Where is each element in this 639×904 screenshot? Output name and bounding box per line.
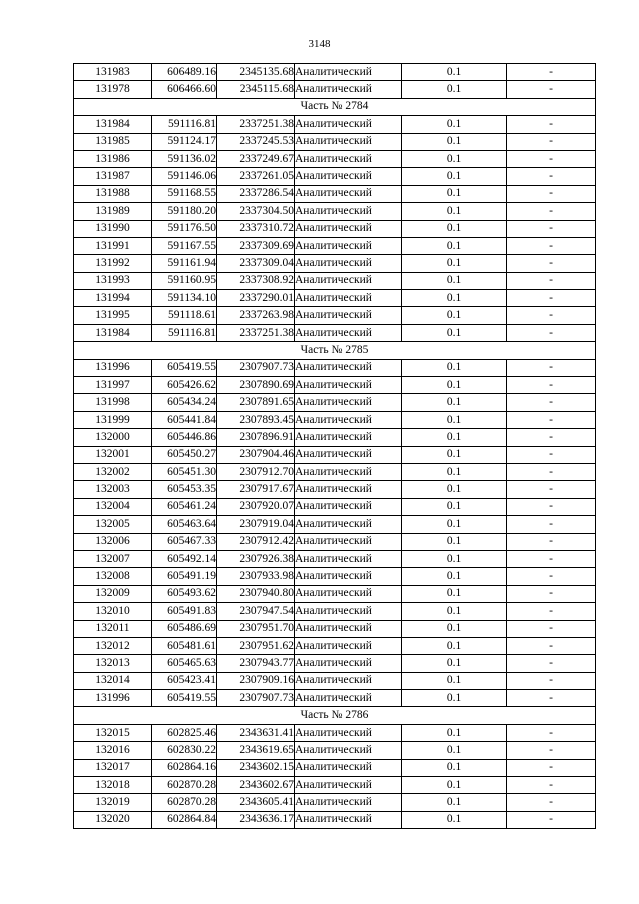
- part-header-row: [74, 342, 596, 359]
- note-cell: -: [507, 446, 596, 463]
- accuracy-cell: 0.1: [402, 272, 507, 289]
- x-coordinate-cell: 605481.61: [152, 637, 217, 654]
- method-cell: Аналитический: [295, 655, 402, 672]
- accuracy-cell: 0.1: [402, 794, 507, 811]
- note-cell: -: [507, 777, 596, 794]
- x-coordinate-cell: 602864.16: [152, 759, 217, 776]
- x-coordinate-cell: 605491.19: [152, 568, 217, 585]
- accuracy-cell: 0.1: [402, 811, 507, 828]
- y-coordinate-cell: 2307951.62: [217, 637, 295, 654]
- x-coordinate-cell: 591134.10: [152, 290, 217, 307]
- x-coordinate-cell: 605492.14: [152, 550, 217, 567]
- table-row: [74, 533, 596, 550]
- y-coordinate-cell: 2337309.04: [217, 255, 295, 272]
- table-row: [74, 603, 596, 620]
- point-id-cell: 131996: [74, 690, 152, 707]
- point-id-cell: 132014: [74, 672, 152, 689]
- method-cell: Аналитический: [295, 168, 402, 185]
- accuracy-cell: 0.1: [402, 133, 507, 150]
- method-cell: Аналитический: [295, 585, 402, 602]
- accuracy-cell: 0.1: [402, 463, 507, 480]
- y-coordinate-cell: 2307919.04: [217, 516, 295, 533]
- point-id-cell: 132001: [74, 446, 152, 463]
- table-row: [74, 811, 596, 828]
- x-coordinate-cell: 605491.83: [152, 603, 217, 620]
- y-coordinate-cell: 2307904.46: [217, 446, 295, 463]
- note-cell: -: [507, 255, 596, 272]
- table-row: [74, 568, 596, 585]
- page-number: 3148: [308, 38, 331, 50]
- x-coordinate-cell: 605450.27: [152, 446, 217, 463]
- x-coordinate-cell: 605463.64: [152, 516, 217, 533]
- x-coordinate-cell: 602864.84: [152, 811, 217, 828]
- point-id-cell: 131985: [74, 133, 152, 150]
- accuracy-cell: 0.1: [402, 672, 507, 689]
- x-coordinate-cell: 605441.84: [152, 411, 217, 428]
- accuracy-cell: 0.1: [402, 655, 507, 672]
- table-row: [74, 690, 596, 707]
- accuracy-cell: 0.1: [402, 550, 507, 567]
- accuracy-cell: 0.1: [402, 237, 507, 254]
- x-coordinate-cell: 605467.33: [152, 533, 217, 550]
- point-id-cell: 131989: [74, 203, 152, 220]
- note-cell: -: [507, 533, 596, 550]
- accuracy-cell: 0.1: [402, 168, 507, 185]
- table-row: [74, 290, 596, 307]
- table-row: [74, 220, 596, 237]
- x-coordinate-cell: 605453.35: [152, 481, 217, 498]
- note-cell: -: [507, 290, 596, 307]
- accuracy-cell: 0.1: [402, 185, 507, 202]
- note-cell: -: [507, 272, 596, 289]
- method-cell: Аналитический: [295, 255, 402, 272]
- y-coordinate-cell: 2307926.38: [217, 550, 295, 567]
- method-cell: Аналитический: [295, 377, 402, 394]
- part-label: Часть № 2784: [74, 98, 596, 115]
- table-row: [74, 237, 596, 254]
- accuracy-cell: 0.1: [402, 637, 507, 654]
- note-cell: -: [507, 655, 596, 672]
- x-coordinate-cell: 591176.50: [152, 220, 217, 237]
- method-cell: Аналитический: [295, 324, 402, 341]
- y-coordinate-cell: 2337251.38: [217, 116, 295, 133]
- point-id-cell: 132000: [74, 429, 152, 446]
- note-cell: -: [507, 359, 596, 376]
- x-coordinate-cell: 591136.02: [152, 150, 217, 167]
- note-cell: -: [507, 220, 596, 237]
- method-cell: Аналитический: [295, 568, 402, 585]
- note-cell: -: [507, 794, 596, 811]
- point-id-cell: 131994: [74, 290, 152, 307]
- point-id-cell: 131984: [74, 324, 152, 341]
- table-row: [74, 411, 596, 428]
- x-coordinate-cell: 606489.16: [152, 64, 217, 81]
- x-coordinate-cell: 605451.30: [152, 463, 217, 480]
- note-cell: -: [507, 672, 596, 689]
- accuracy-cell: 0.1: [402, 116, 507, 133]
- y-coordinate-cell: 2337309.69: [217, 237, 295, 254]
- method-cell: Аналитический: [295, 64, 402, 81]
- point-id-cell: 131991: [74, 237, 152, 254]
- note-cell: -: [507, 742, 596, 759]
- method-cell: Аналитический: [295, 690, 402, 707]
- x-coordinate-cell: 605423.41: [152, 672, 217, 689]
- x-coordinate-cell: 591124.17: [152, 133, 217, 150]
- note-cell: -: [507, 724, 596, 741]
- accuracy-cell: 0.1: [402, 446, 507, 463]
- method-cell: Аналитический: [295, 672, 402, 689]
- note-cell: -: [507, 498, 596, 515]
- point-id-cell: 132003: [74, 481, 152, 498]
- point-id-cell: 131992: [74, 255, 152, 272]
- note-cell: -: [507, 481, 596, 498]
- y-coordinate-cell: 2307890.69: [217, 377, 295, 394]
- point-id-cell: 131984: [74, 116, 152, 133]
- point-id-cell: 132010: [74, 603, 152, 620]
- x-coordinate-cell: 605446.86: [152, 429, 217, 446]
- table-row: [74, 116, 596, 133]
- table-row: [74, 516, 596, 533]
- y-coordinate-cell: 2307912.70: [217, 463, 295, 480]
- point-id-cell: 132006: [74, 533, 152, 550]
- y-coordinate-cell: 2343602.15: [217, 759, 295, 776]
- coordinates-table-body: [74, 64, 596, 829]
- note-cell: -: [507, 429, 596, 446]
- point-id-cell: 131999: [74, 411, 152, 428]
- accuracy-cell: 0.1: [402, 568, 507, 585]
- note-cell: -: [507, 550, 596, 567]
- note-cell: -: [507, 394, 596, 411]
- y-coordinate-cell: 2307893.45: [217, 411, 295, 428]
- accuracy-cell: 0.1: [402, 411, 507, 428]
- method-cell: Аналитический: [295, 463, 402, 480]
- x-coordinate-cell: 605486.69: [152, 620, 217, 637]
- x-coordinate-cell: 591168.55: [152, 185, 217, 202]
- method-cell: Аналитический: [295, 116, 402, 133]
- table-row: [74, 324, 596, 341]
- point-id-cell: 132002: [74, 463, 152, 480]
- accuracy-cell: 0.1: [402, 359, 507, 376]
- note-cell: -: [507, 568, 596, 585]
- table-row: [74, 133, 596, 150]
- point-id-cell: 132012: [74, 637, 152, 654]
- x-coordinate-cell: 591167.55: [152, 237, 217, 254]
- method-cell: Аналитический: [295, 185, 402, 202]
- note-cell: -: [507, 324, 596, 341]
- accuracy-cell: 0.1: [402, 759, 507, 776]
- note-cell: -: [507, 759, 596, 776]
- accuracy-cell: 0.1: [402, 150, 507, 167]
- x-coordinate-cell: 602870.28: [152, 777, 217, 794]
- coordinates-table: [73, 63, 596, 829]
- y-coordinate-cell: 2343605.41: [217, 794, 295, 811]
- y-coordinate-cell: 2337261.05: [217, 168, 295, 185]
- table-row: [74, 550, 596, 567]
- table-row: [74, 185, 596, 202]
- method-cell: Аналитический: [295, 133, 402, 150]
- y-coordinate-cell: 2337249.67: [217, 150, 295, 167]
- y-coordinate-cell: 2307947.54: [217, 603, 295, 620]
- accuracy-cell: 0.1: [402, 220, 507, 237]
- method-cell: Аналитический: [295, 359, 402, 376]
- point-id-cell: 132009: [74, 585, 152, 602]
- table-row: [74, 655, 596, 672]
- point-id-cell: 131990: [74, 220, 152, 237]
- point-id-cell: 131987: [74, 168, 152, 185]
- method-cell: Аналитический: [295, 203, 402, 220]
- accuracy-cell: 0.1: [402, 620, 507, 637]
- table-row: [74, 168, 596, 185]
- point-id-cell: 131983: [74, 64, 152, 81]
- point-id-cell: 132015: [74, 724, 152, 741]
- table-row: [74, 359, 596, 376]
- x-coordinate-cell: 591160.95: [152, 272, 217, 289]
- accuracy-cell: 0.1: [402, 429, 507, 446]
- note-cell: -: [507, 116, 596, 133]
- x-coordinate-cell: 605419.55: [152, 690, 217, 707]
- x-coordinate-cell: 602870.28: [152, 794, 217, 811]
- point-id-cell: 131978: [74, 81, 152, 98]
- y-coordinate-cell: 2307909.16: [217, 672, 295, 689]
- method-cell: Аналитический: [295, 637, 402, 654]
- accuracy-cell: 0.1: [402, 64, 507, 81]
- table-row: [74, 377, 596, 394]
- x-coordinate-cell: 605434.24: [152, 394, 217, 411]
- part-header-row: [74, 98, 596, 115]
- note-cell: -: [507, 168, 596, 185]
- point-id-cell: 132017: [74, 759, 152, 776]
- y-coordinate-cell: 2337286.54: [217, 185, 295, 202]
- accuracy-cell: 0.1: [402, 498, 507, 515]
- point-id-cell: 132005: [74, 516, 152, 533]
- table-row: [74, 203, 596, 220]
- point-id-cell: 131998: [74, 394, 152, 411]
- accuracy-cell: 0.1: [402, 690, 507, 707]
- x-coordinate-cell: 602825.46: [152, 724, 217, 741]
- point-id-cell: 131995: [74, 307, 152, 324]
- table-row: [74, 150, 596, 167]
- table-row: [74, 742, 596, 759]
- point-id-cell: 132007: [74, 550, 152, 567]
- note-cell: -: [507, 81, 596, 98]
- table-row: [74, 637, 596, 654]
- accuracy-cell: 0.1: [402, 394, 507, 411]
- table-row: [74, 81, 596, 98]
- point-id-cell: 131988: [74, 185, 152, 202]
- y-coordinate-cell: 2343602.67: [217, 777, 295, 794]
- table-row: [74, 463, 596, 480]
- y-coordinate-cell: 2307933.98: [217, 568, 295, 585]
- accuracy-cell: 0.1: [402, 481, 507, 498]
- table-row: [74, 498, 596, 515]
- accuracy-cell: 0.1: [402, 81, 507, 98]
- method-cell: Аналитический: [295, 516, 402, 533]
- x-coordinate-cell: 591146.06: [152, 168, 217, 185]
- point-id-cell: 132013: [74, 655, 152, 672]
- x-coordinate-cell: 605419.55: [152, 359, 217, 376]
- part-label: Часть № 2786: [74, 707, 596, 724]
- method-cell: Аналитический: [295, 429, 402, 446]
- point-id-cell: 132016: [74, 742, 152, 759]
- x-coordinate-cell: 591180.20: [152, 203, 217, 220]
- note-cell: -: [507, 463, 596, 480]
- point-id-cell: 132019: [74, 794, 152, 811]
- note-cell: -: [507, 603, 596, 620]
- method-cell: Аналитический: [295, 811, 402, 828]
- table-row: [74, 307, 596, 324]
- method-cell: Аналитический: [295, 394, 402, 411]
- x-coordinate-cell: 606466.60: [152, 81, 217, 98]
- x-coordinate-cell: 605461.24: [152, 498, 217, 515]
- accuracy-cell: 0.1: [402, 533, 507, 550]
- y-coordinate-cell: 2343631.41: [217, 724, 295, 741]
- table-row: [74, 759, 596, 776]
- note-cell: -: [507, 133, 596, 150]
- y-coordinate-cell: 2343619.65: [217, 742, 295, 759]
- point-id-cell: 131993: [74, 272, 152, 289]
- method-cell: Аналитический: [295, 603, 402, 620]
- point-id-cell: 132004: [74, 498, 152, 515]
- note-cell: -: [507, 811, 596, 828]
- x-coordinate-cell: 591118.61: [152, 307, 217, 324]
- accuracy-cell: 0.1: [402, 290, 507, 307]
- accuracy-cell: 0.1: [402, 724, 507, 741]
- y-coordinate-cell: 2307917.67: [217, 481, 295, 498]
- table-row: [74, 429, 596, 446]
- note-cell: -: [507, 585, 596, 602]
- note-cell: -: [507, 637, 596, 654]
- accuracy-cell: 0.1: [402, 585, 507, 602]
- note-cell: -: [507, 64, 596, 81]
- method-cell: Аналитический: [295, 307, 402, 324]
- method-cell: Аналитический: [295, 498, 402, 515]
- table-row: [74, 272, 596, 289]
- accuracy-cell: 0.1: [402, 603, 507, 620]
- x-coordinate-cell: 602830.22: [152, 742, 217, 759]
- y-coordinate-cell: 2343636.17: [217, 811, 295, 828]
- x-coordinate-cell: 605493.62: [152, 585, 217, 602]
- accuracy-cell: 0.1: [402, 377, 507, 394]
- accuracy-cell: 0.1: [402, 324, 507, 341]
- method-cell: Аналитический: [295, 777, 402, 794]
- y-coordinate-cell: 2307943.77: [217, 655, 295, 672]
- table-row: [74, 446, 596, 463]
- accuracy-cell: 0.1: [402, 516, 507, 533]
- table-row: [74, 794, 596, 811]
- y-coordinate-cell: 2307912.42: [217, 533, 295, 550]
- table-row: [74, 620, 596, 637]
- table-row: [74, 672, 596, 689]
- note-cell: -: [507, 150, 596, 167]
- method-cell: Аналитический: [295, 481, 402, 498]
- note-cell: -: [507, 377, 596, 394]
- point-id-cell: 132018: [74, 777, 152, 794]
- y-coordinate-cell: 2337304.50: [217, 203, 295, 220]
- point-id-cell: 131996: [74, 359, 152, 376]
- method-cell: Аналитический: [295, 794, 402, 811]
- method-cell: Аналитический: [295, 411, 402, 428]
- accuracy-cell: 0.1: [402, 742, 507, 759]
- method-cell: Аналитический: [295, 620, 402, 637]
- point-id-cell: 132008: [74, 568, 152, 585]
- x-coordinate-cell: 605465.63: [152, 655, 217, 672]
- y-coordinate-cell: 2307907.73: [217, 690, 295, 707]
- accuracy-cell: 0.1: [402, 203, 507, 220]
- point-id-cell: 132011: [74, 620, 152, 637]
- method-cell: Аналитический: [295, 742, 402, 759]
- table-row: [74, 481, 596, 498]
- note-cell: -: [507, 690, 596, 707]
- method-cell: Аналитический: [295, 272, 402, 289]
- y-coordinate-cell: 2337308.92: [217, 272, 295, 289]
- table-row: [74, 724, 596, 741]
- x-coordinate-cell: 591116.81: [152, 116, 217, 133]
- method-cell: Аналитический: [295, 550, 402, 567]
- y-coordinate-cell: 2307940.80: [217, 585, 295, 602]
- accuracy-cell: 0.1: [402, 307, 507, 324]
- note-cell: -: [507, 237, 596, 254]
- y-coordinate-cell: 2307907.73: [217, 359, 295, 376]
- y-coordinate-cell: 2307891.65: [217, 394, 295, 411]
- method-cell: Аналитический: [295, 724, 402, 741]
- y-coordinate-cell: 2337251.38: [217, 324, 295, 341]
- point-id-cell: 131997: [74, 377, 152, 394]
- point-id-cell: 131986: [74, 150, 152, 167]
- table-row: [74, 64, 596, 81]
- table-row: [74, 585, 596, 602]
- y-coordinate-cell: 2337263.98: [217, 307, 295, 324]
- y-coordinate-cell: 2307951.70: [217, 620, 295, 637]
- accuracy-cell: 0.1: [402, 777, 507, 794]
- y-coordinate-cell: 2345115.68: [217, 81, 295, 98]
- y-coordinate-cell: 2337245.53: [217, 133, 295, 150]
- note-cell: -: [507, 203, 596, 220]
- method-cell: Аналитический: [295, 150, 402, 167]
- table-row: [74, 394, 596, 411]
- table-row: [74, 777, 596, 794]
- note-cell: -: [507, 516, 596, 533]
- note-cell: -: [507, 411, 596, 428]
- method-cell: Аналитический: [295, 759, 402, 776]
- table-row: [74, 255, 596, 272]
- method-cell: Аналитический: [295, 290, 402, 307]
- accuracy-cell: 0.1: [402, 255, 507, 272]
- note-cell: -: [507, 307, 596, 324]
- point-id-cell: 132020: [74, 811, 152, 828]
- x-coordinate-cell: 605426.62: [152, 377, 217, 394]
- y-coordinate-cell: 2337310.72: [217, 220, 295, 237]
- part-label: Часть № 2785: [74, 342, 596, 359]
- y-coordinate-cell: 2307896.91: [217, 429, 295, 446]
- x-coordinate-cell: 591161.94: [152, 255, 217, 272]
- y-coordinate-cell: 2345135.68: [217, 64, 295, 81]
- method-cell: Аналитический: [295, 533, 402, 550]
- x-coordinate-cell: 591116.81: [152, 324, 217, 341]
- method-cell: Аналитический: [295, 237, 402, 254]
- note-cell: -: [507, 620, 596, 637]
- part-header-row: [74, 707, 596, 724]
- method-cell: Аналитический: [295, 446, 402, 463]
- note-cell: -: [507, 185, 596, 202]
- y-coordinate-cell: 2307920.07: [217, 498, 295, 515]
- method-cell: Аналитический: [295, 220, 402, 237]
- y-coordinate-cell: 2337290.01: [217, 290, 295, 307]
- method-cell: Аналитический: [295, 81, 402, 98]
